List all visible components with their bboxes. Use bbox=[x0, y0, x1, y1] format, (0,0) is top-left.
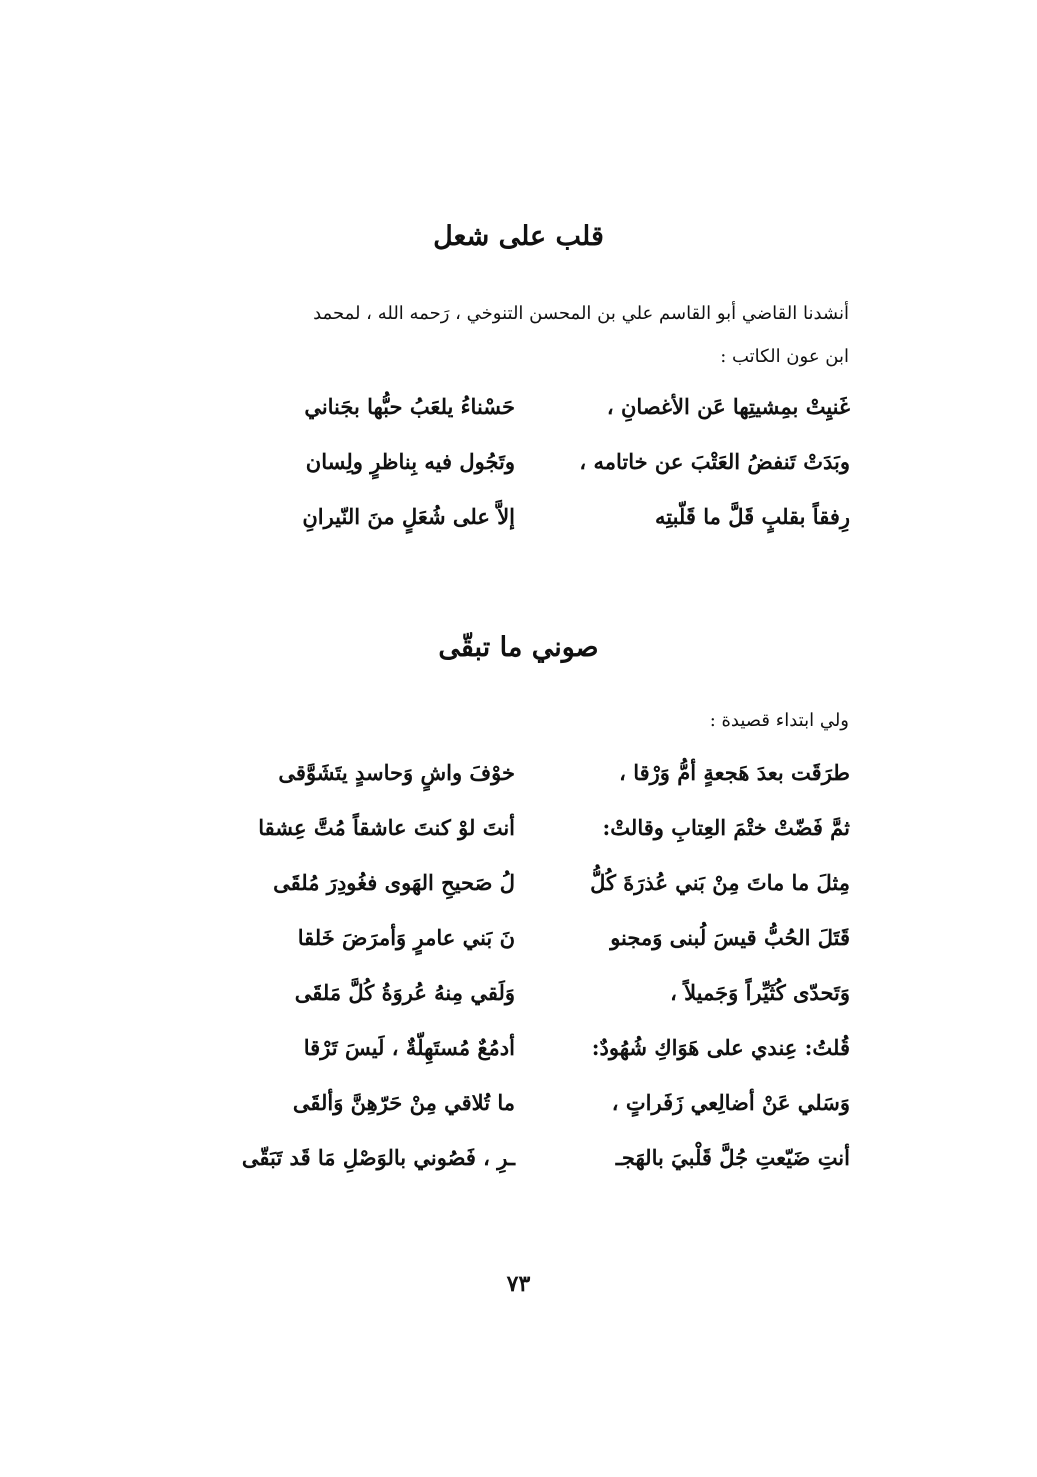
verse-line bbox=[190, 815, 850, 870]
second-hemistich: خوْفَ واشٍ وَحاسدٍ يتَشَوَّقى bbox=[278, 760, 515, 785]
second-hemistich: وَلَقي مِنهُ عُروَةُ كُلَّ مَلقَى bbox=[294, 980, 515, 1005]
second-hemistich: ما تُلاقي مِنْ حَرّهِنَّ وَألقَى bbox=[292, 1090, 515, 1115]
second-hemistich: نَ بَني عامرٍ وَأمرَضَ خَلقا bbox=[297, 925, 515, 950]
verse-line bbox=[190, 760, 850, 815]
intro-line-3: ولي ابتداء قصيدة : bbox=[709, 710, 849, 731]
poem-block-1 bbox=[190, 394, 850, 559]
intro-line-2: ابن عون الكاتب : bbox=[720, 346, 849, 367]
second-hemistich: أدمُعٌ مُستَهِلّةٌ ، لَيسَ تَرْقا bbox=[303, 1035, 515, 1060]
first-hemistich: قَتَلَ الحُبُّ قيسَ لُبنى وَمجنو bbox=[610, 925, 850, 950]
verse-line bbox=[190, 394, 850, 449]
verse-line bbox=[190, 1035, 850, 1090]
page-number: ٧٣ bbox=[506, 1271, 531, 1297]
first-hemistich: طرَقَت بعدَ هَجعةٍ أمُّ وَرْقا ، bbox=[619, 760, 850, 785]
second-hemistich: ـرِ ، فَصُوني بالوَصْلِ مَا قَد تَبَقّى bbox=[241, 1145, 515, 1170]
verse-line bbox=[190, 980, 850, 1035]
poem-block-2 bbox=[190, 760, 850, 1200]
first-hemistich: رِفقاً بقلبٍ قَلَّ ما قَلّبتِه bbox=[655, 504, 850, 529]
section-title-sawni: صوني ما تبقّى bbox=[438, 632, 599, 663]
first-hemistich: غَنيِتْ بمِشيتِها عَن الأغصانِ ، bbox=[606, 394, 850, 419]
second-hemistich: حَسْناءُ يلعَبُ حبُّها بجَناني bbox=[304, 394, 515, 419]
first-hemistich: ثمَّ فَضّتْ ختْمَ العِتابِ وقالتْ: bbox=[602, 815, 850, 840]
first-hemistich: وَسَلي عَنْ أضالِعي زَفَراتٍ ، bbox=[611, 1090, 850, 1115]
section-title-qalb: قلب على شعل bbox=[433, 221, 604, 252]
first-hemistich: قُلتُ: عِندي على هَوَاكِ شُهُودٌ: bbox=[591, 1035, 850, 1060]
second-hemistich: أنتَ لوْ كنتَ عاشقاً مُتَّ عِشقا bbox=[258, 815, 515, 840]
intro-line-1: أنشدنا القاضي أبو القاسم علي بن المحسن التنوخي ، رَحمه الله ، لمحمد bbox=[313, 303, 849, 324]
first-hemistich: مِثلَ ما ماتَ مِنْ بَني عُذرَةَ كُلُّ bbox=[590, 870, 850, 895]
first-hemistich: أنتِ ضَيّعتِ جُلَّ قَلْبيَ بالهَجـ bbox=[615, 1145, 850, 1170]
first-hemistich: وَتَحدّى كُثَيِّراً وَجَميلاً ، bbox=[670, 980, 850, 1005]
verse-line bbox=[190, 870, 850, 925]
second-hemistich: إلاَّ على شُعَلٍ منَ النّيرانِ bbox=[302, 504, 515, 529]
verse-line bbox=[190, 1090, 850, 1145]
second-hemistich: وتَجُول فيه بِناظرٍ ولِسان bbox=[305, 449, 515, 474]
verse-line bbox=[190, 504, 850, 559]
second-hemistich: لُ صَحيحِ الهَوى فغُودِرَ مُلقَى bbox=[273, 870, 515, 895]
first-hemistich: وبَدَتْ تَنفضُ العَتْبَ عن خاتامه ، bbox=[579, 449, 850, 474]
verse-line bbox=[190, 1145, 850, 1200]
verse-line bbox=[190, 925, 850, 980]
verse-line bbox=[190, 449, 850, 504]
